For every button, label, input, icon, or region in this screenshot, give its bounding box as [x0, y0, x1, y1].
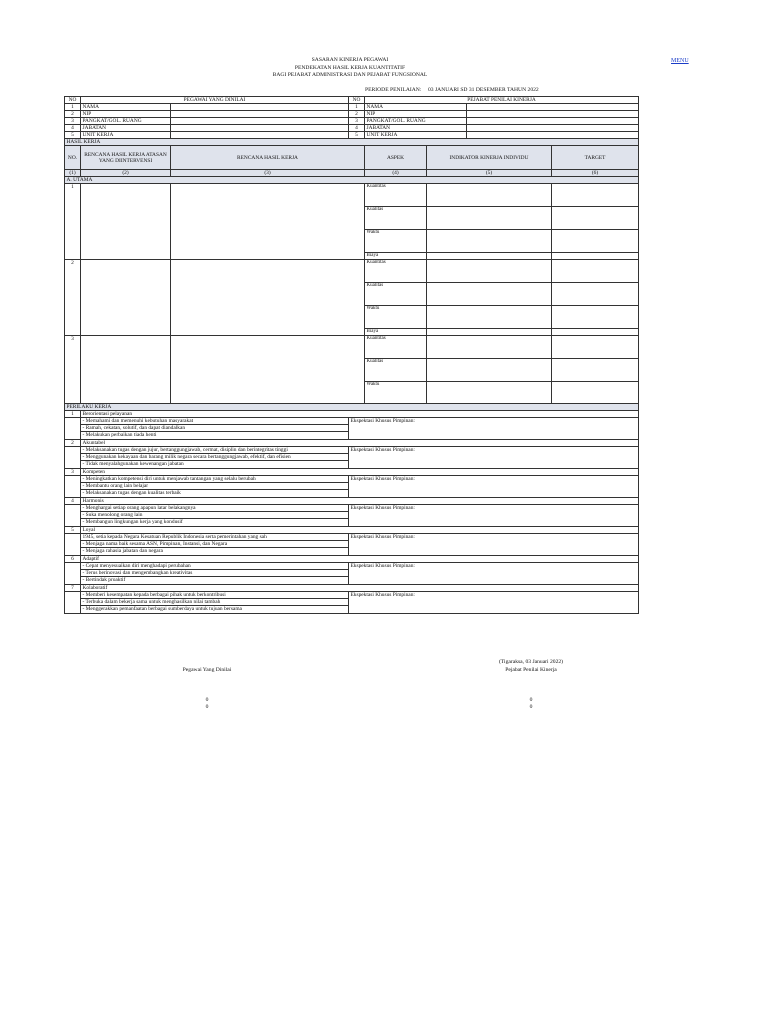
field-label: NAMA: [81, 104, 171, 111]
field-label: UNIT KERJA: [365, 132, 467, 139]
target-cell[interactable]: [552, 306, 639, 329]
behavior-number: 4: [65, 498, 81, 505]
row-number: 3: [349, 118, 365, 125]
signature-left-nip: 0: [205, 704, 209, 710]
identity-row: [65, 118, 639, 125]
doc-title-line3: BAGI PEJABAT ADMINISTRASI DAN PEJABAT FUNGSIONAL: [272, 72, 428, 78]
hasil-kerja-table: [64, 138, 639, 405]
identity-left-header: PEGAWAI YANG DINILAI: [81, 97, 349, 104]
identity-row: [65, 111, 639, 118]
target-cell[interactable]: [552, 260, 639, 283]
col-number: (5): [427, 170, 552, 177]
behavior-number: 6: [65, 556, 81, 563]
rhk-atasan-cell[interactable]: [81, 336, 171, 405]
item-number: 3: [65, 336, 81, 405]
behavior-line: - Melaksanakan tugas dengan jujur, bertanggungjawab, cermat, disiplin dan berintegritas tinggi: [81, 447, 349, 454]
indikator-cell[interactable]: [427, 283, 552, 306]
indikator-cell[interactable]: [427, 207, 552, 230]
col-header-rhk: RENCANA HASIL KERJA: [171, 146, 365, 170]
row-number: 4: [349, 125, 365, 132]
aspect-kualitas: Kualitas: [365, 207, 427, 230]
indikator-cell[interactable]: [427, 329, 552, 336]
col-header-aspek: ASPEK: [365, 146, 427, 170]
indikator-cell[interactable]: [427, 359, 552, 382]
target-cell[interactable]: [552, 382, 639, 405]
expectation-cell[interactable]: Ekspektasi Khusus Pimpinan:: [349, 476, 639, 498]
field-label: JABATAN: [81, 125, 171, 132]
period-label: PERIODE PENILAIAN:: [365, 87, 422, 93]
behavior-line: - Cepat menyesuaikan diri menghadapi perubahan: [81, 563, 349, 570]
behavior-line: - Menggunakan kekayaan dan barang milik negara secara bertanggungjawab, efektif, dan efisien: [81, 454, 349, 461]
item-number: 1: [65, 184, 81, 260]
col-number: (1): [65, 170, 81, 177]
indikator-cell[interactable]: [427, 382, 552, 405]
aspect-waktu: Waktu: [365, 230, 427, 253]
indikator-cell[interactable]: [427, 306, 552, 329]
field-label: PANGKAT/GOL. RUANG: [365, 118, 467, 125]
field-label: JABATAN: [365, 125, 467, 132]
behavior-title: Kompeten: [81, 469, 639, 476]
behavior-line: - Bertindak proaktif: [81, 577, 349, 585]
aspect-waktu: Waktu: [365, 306, 427, 329]
col-number: (4): [365, 170, 427, 177]
behavior-line: - Ramah, cekatan, solutif, dan dapat diandalkan: [81, 425, 349, 432]
row-number: 4: [65, 125, 81, 132]
expectation-cell[interactable]: Ekspektasi Khusus Pimpinan:: [349, 563, 639, 585]
rhk-cell[interactable]: [171, 184, 365, 260]
aspect-kualitas: Kualitas: [365, 283, 427, 306]
behavior-line: 1945, setia kepada Negara Kesatuan Republik Indonesia serta pemerintahan yang sah: [81, 534, 349, 541]
period-value: 03 JANUARI SD 31 DESEMBER TAHUN 2022: [428, 87, 539, 93]
field-value[interactable]: [171, 125, 349, 132]
doc-title-line1: SASARAN KINERJA PEGAWAI: [311, 57, 389, 63]
signature-right-title: Pejabat Penilai Kinerja: [505, 667, 557, 673]
expectation-cell[interactable]: Ekspektasi Khusus Pimpinan:: [349, 447, 639, 469]
col-header-target: TARGET: [552, 146, 639, 170]
identity-row: [65, 125, 639, 132]
behavior-title: Berorientasi pelayanan: [81, 411, 639, 418]
row-number: 5: [65, 132, 81, 139]
perilaku-section-title: PERILAKU KERJA: [65, 404, 639, 411]
utama-section-title: A. UTAMA: [65, 177, 639, 184]
rhk-cell[interactable]: [171, 336, 365, 405]
target-cell[interactable]: [552, 230, 639, 253]
behavior-number: 3: [65, 469, 81, 476]
col-header-indikator: INDIKATOR KINERJA INDIVIDU: [427, 146, 552, 170]
behavior-number: 2: [65, 440, 81, 447]
target-cell[interactable]: [552, 329, 639, 336]
indikator-cell[interactable]: [427, 253, 552, 260]
field-label: NIP: [81, 111, 171, 118]
aspect-biaya: Biaya: [365, 253, 427, 260]
menu-link[interactable]: MENU: [671, 58, 689, 64]
field-value[interactable]: [171, 104, 349, 111]
expectation-cell[interactable]: Ekspektasi Khusus Pimpinan:: [349, 592, 639, 614]
aspect-kuantitas: Kuantitas: [365, 184, 427, 207]
target-cell[interactable]: [552, 207, 639, 230]
expectation-cell[interactable]: Ekspektasi Khusus Pimpinan:: [349, 505, 639, 527]
rhk-atasan-cell[interactable]: [81, 260, 171, 336]
behavior-line: - Memahami dan memenuhi kebutuhan masyarakat: [81, 418, 349, 425]
behavior-line: - Terus berinovasi dan mengembangkan kreativitas: [81, 570, 349, 577]
signature-place-date: (Tigaraksa, 03 Januari 2022): [498, 659, 564, 665]
col-number: (6): [552, 170, 639, 177]
aspect-biaya: Biaya: [365, 329, 427, 336]
behavior-title: Adaptif: [81, 556, 639, 563]
expectation-cell[interactable]: Ekspektasi Khusus Pimpinan:: [349, 534, 639, 556]
identity-table: [64, 96, 639, 139]
behavior-number: 5: [65, 527, 81, 534]
indikator-cell[interactable]: [427, 260, 552, 283]
behavior-line: - Suka menolong orang lain: [81, 512, 349, 519]
row-number: 5: [349, 132, 365, 139]
signature-left-title: Pegawai Yang Dinilai: [182, 667, 232, 673]
row-number: 1: [349, 104, 365, 111]
field-value[interactable]: [467, 111, 639, 118]
behavior-number: 7: [65, 585, 81, 592]
signature-left-name: 0: [205, 697, 209, 703]
field-value[interactable]: [467, 125, 639, 132]
target-cell[interactable]: [552, 184, 639, 207]
indikator-cell[interactable]: [427, 336, 552, 359]
row-number: 2: [349, 111, 365, 118]
col-number: (3): [171, 170, 365, 177]
rhk-cell[interactable]: [171, 260, 365, 336]
behavior-line: - Menggerakkan pemanfaatan berbagai sumberdaya untuk tujuan bersama: [81, 606, 349, 614]
target-cell[interactable]: [552, 283, 639, 306]
row-number: 1: [65, 104, 81, 111]
field-label: PANGKAT/GOL. RUANG: [81, 118, 171, 125]
behavior-line: - Tidak menyalahgunakan kewenangan jabatan: [81, 461, 349, 469]
identity-right-header: PEJABAT PENILAI KINERJA: [365, 97, 639, 104]
aspect-waktu: Waktu: [365, 382, 427, 405]
identity-row: [65, 104, 639, 111]
col-header-no: NO.: [65, 146, 81, 170]
expectation-cell[interactable]: Ekspektasi Khusus Pimpinan:: [349, 418, 639, 440]
col-number: (2): [81, 170, 171, 177]
doc-title-line2: PENDEKATAN HASIL KERJA KUANTITATIF: [294, 65, 406, 71]
rhk-atasan-cell[interactable]: [81, 184, 171, 260]
behavior-title: Loyal: [81, 527, 639, 534]
behavior-number: 1: [65, 411, 81, 418]
field-label: NAMA: [365, 104, 467, 111]
perilaku-kerja-table: [64, 403, 639, 614]
signature-right-nip: 0: [529, 704, 533, 710]
field-value[interactable]: [467, 104, 639, 111]
aspect-kuantitas: Kuantitas: [365, 260, 427, 283]
hasil-kerja-section-title: HASIL KERJA: [65, 139, 639, 146]
signature-right-name: 0: [529, 697, 533, 703]
behavior-line: - Melakukan perbaikan tiada henti: [81, 432, 349, 440]
behavior-title: Kolaboratif: [81, 585, 639, 592]
aspect-kuantitas: Kuantitas: [365, 336, 427, 359]
behavior-line: - Menjaga nama baik sesama ASN, Pimpinan, Instansi, dan Negara: [81, 541, 349, 548]
aspect-kualitas: Kualitas: [365, 359, 427, 382]
identity-no-header: NO: [65, 97, 81, 104]
behavior-line: - Menghargai setiap orang apapun latar belakangnya: [81, 505, 349, 512]
behavior-line: - Membantu orang lain belajar: [81, 483, 349, 490]
target-cell[interactable]: [552, 359, 639, 382]
field-label: UNIT KERJA: [81, 132, 171, 139]
behavior-line: - Melaksanakan tugas dengan kualitas terbaik: [81, 490, 349, 498]
behavior-line: - Menjaga rahasia jabatan dan negara: [81, 548, 349, 556]
field-label: NIP: [365, 111, 467, 118]
identity-no-header-right: NO: [349, 97, 365, 104]
behavior-title: Akuntabel: [81, 440, 639, 447]
behavior-line: - Terbuka dalam bekerja sama untuk menghasilkan nilai tambah: [81, 599, 349, 606]
row-number: 2: [65, 111, 81, 118]
target-cell[interactable]: [552, 253, 639, 260]
row-number: 3: [65, 118, 81, 125]
indikator-cell[interactable]: [427, 230, 552, 253]
field-value[interactable]: [171, 118, 349, 125]
indikator-cell[interactable]: [427, 184, 552, 207]
behavior-line: - Meningkatkan kompetensi diri untuk menjawab tantangan yang selalu berubah: [81, 476, 349, 483]
item-number: 2: [65, 260, 81, 336]
field-value[interactable]: [467, 118, 639, 125]
target-cell[interactable]: [552, 336, 639, 359]
behavior-line: - Membangun lingkungan kerja yang kondusif: [81, 519, 349, 527]
behavior-title: Harmonis: [81, 498, 639, 505]
behavior-line: - Memberi kesempatan kepada berbagai pihak untuk berkontribusi: [81, 592, 349, 599]
field-value[interactable]: [171, 111, 349, 118]
col-header-rhk-atasan: RENCANA HASIL KERJA ATASAN YANG DIINTERVENSI: [81, 146, 171, 170]
